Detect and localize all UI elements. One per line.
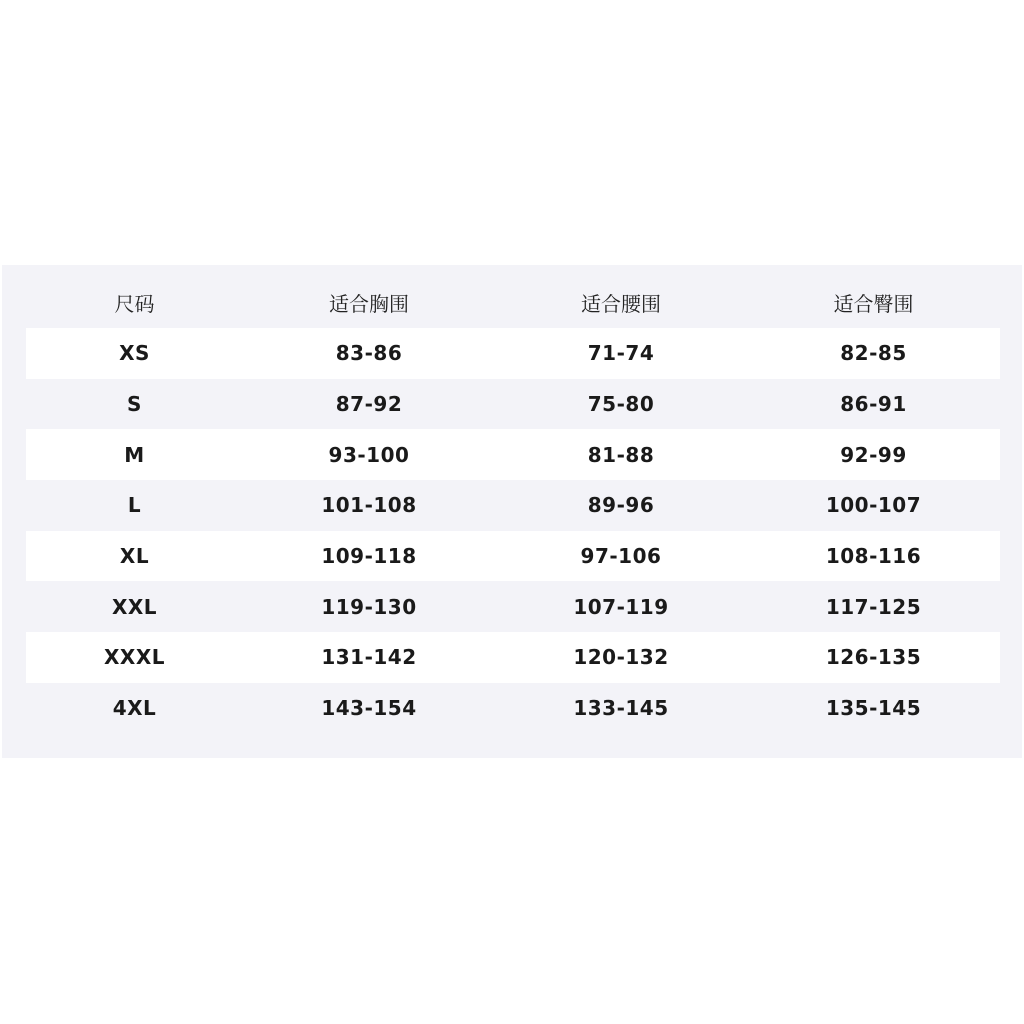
hip-cell: 117-125 bbox=[825, 594, 922, 619]
chest-cell: 83-86 bbox=[335, 341, 403, 366]
header-hip: 适合臀围 bbox=[833, 292, 914, 316]
hip-cell: 82-85 bbox=[840, 341, 907, 366]
chest-cell: 131-142 bbox=[321, 645, 417, 670]
waist-cell: 81-88 bbox=[587, 442, 655, 467]
table-row bbox=[26, 328, 1000, 379]
waist-cell: 71-74 bbox=[587, 341, 655, 366]
header-chest: 适合胸围 bbox=[329, 292, 409, 316]
hip-cell: 100-107 bbox=[825, 493, 922, 518]
size-cell: XXL bbox=[111, 594, 158, 619]
chest-cell: 87-92 bbox=[335, 392, 403, 417]
size-cell: 4XL bbox=[112, 696, 157, 721]
size-cell: XS bbox=[119, 341, 150, 366]
size-cell: L bbox=[127, 493, 142, 518]
waist-cell: 89-96 bbox=[587, 493, 655, 518]
waist-cell: 133-145 bbox=[573, 696, 669, 721]
table-body bbox=[26, 328, 1000, 734]
waist-cell: 120-132 bbox=[573, 645, 669, 670]
chest-cell: 93-100 bbox=[328, 442, 410, 467]
hip-cell: 92-99 bbox=[840, 442, 907, 467]
hip-cell: 135-145 bbox=[825, 696, 922, 721]
header-waist: 适合腰围 bbox=[581, 292, 661, 316]
table-row bbox=[26, 480, 1000, 531]
size-cell: M bbox=[124, 442, 145, 467]
header-size: 尺码 bbox=[114, 292, 155, 316]
chest-cell: 143-154 bbox=[321, 696, 417, 721]
hip-cell: 126-135 bbox=[825, 645, 922, 670]
size-cell: XL bbox=[119, 544, 150, 569]
waist-cell: 97-106 bbox=[580, 544, 662, 569]
table-row bbox=[26, 581, 1000, 632]
size-cell: XXXL bbox=[103, 645, 165, 670]
table-row bbox=[26, 429, 1000, 480]
table-row bbox=[26, 379, 1000, 430]
table-row bbox=[26, 632, 1000, 683]
waist-cell: 75-80 bbox=[587, 392, 655, 417]
size-cell: S bbox=[127, 392, 142, 417]
chest-cell: 101-108 bbox=[321, 493, 417, 518]
size-chart-table bbox=[26, 277, 1000, 734]
table-row bbox=[26, 531, 1000, 582]
size-chart-panel bbox=[2, 265, 1022, 758]
chest-cell: 119-130 bbox=[321, 594, 417, 619]
hip-cell: 108-116 bbox=[825, 544, 922, 569]
table-row bbox=[26, 683, 1000, 734]
table-header-row bbox=[26, 277, 1000, 328]
chest-cell: 109-118 bbox=[321, 544, 417, 569]
waist-cell: 107-119 bbox=[573, 594, 669, 619]
hip-cell: 86-91 bbox=[840, 392, 907, 417]
